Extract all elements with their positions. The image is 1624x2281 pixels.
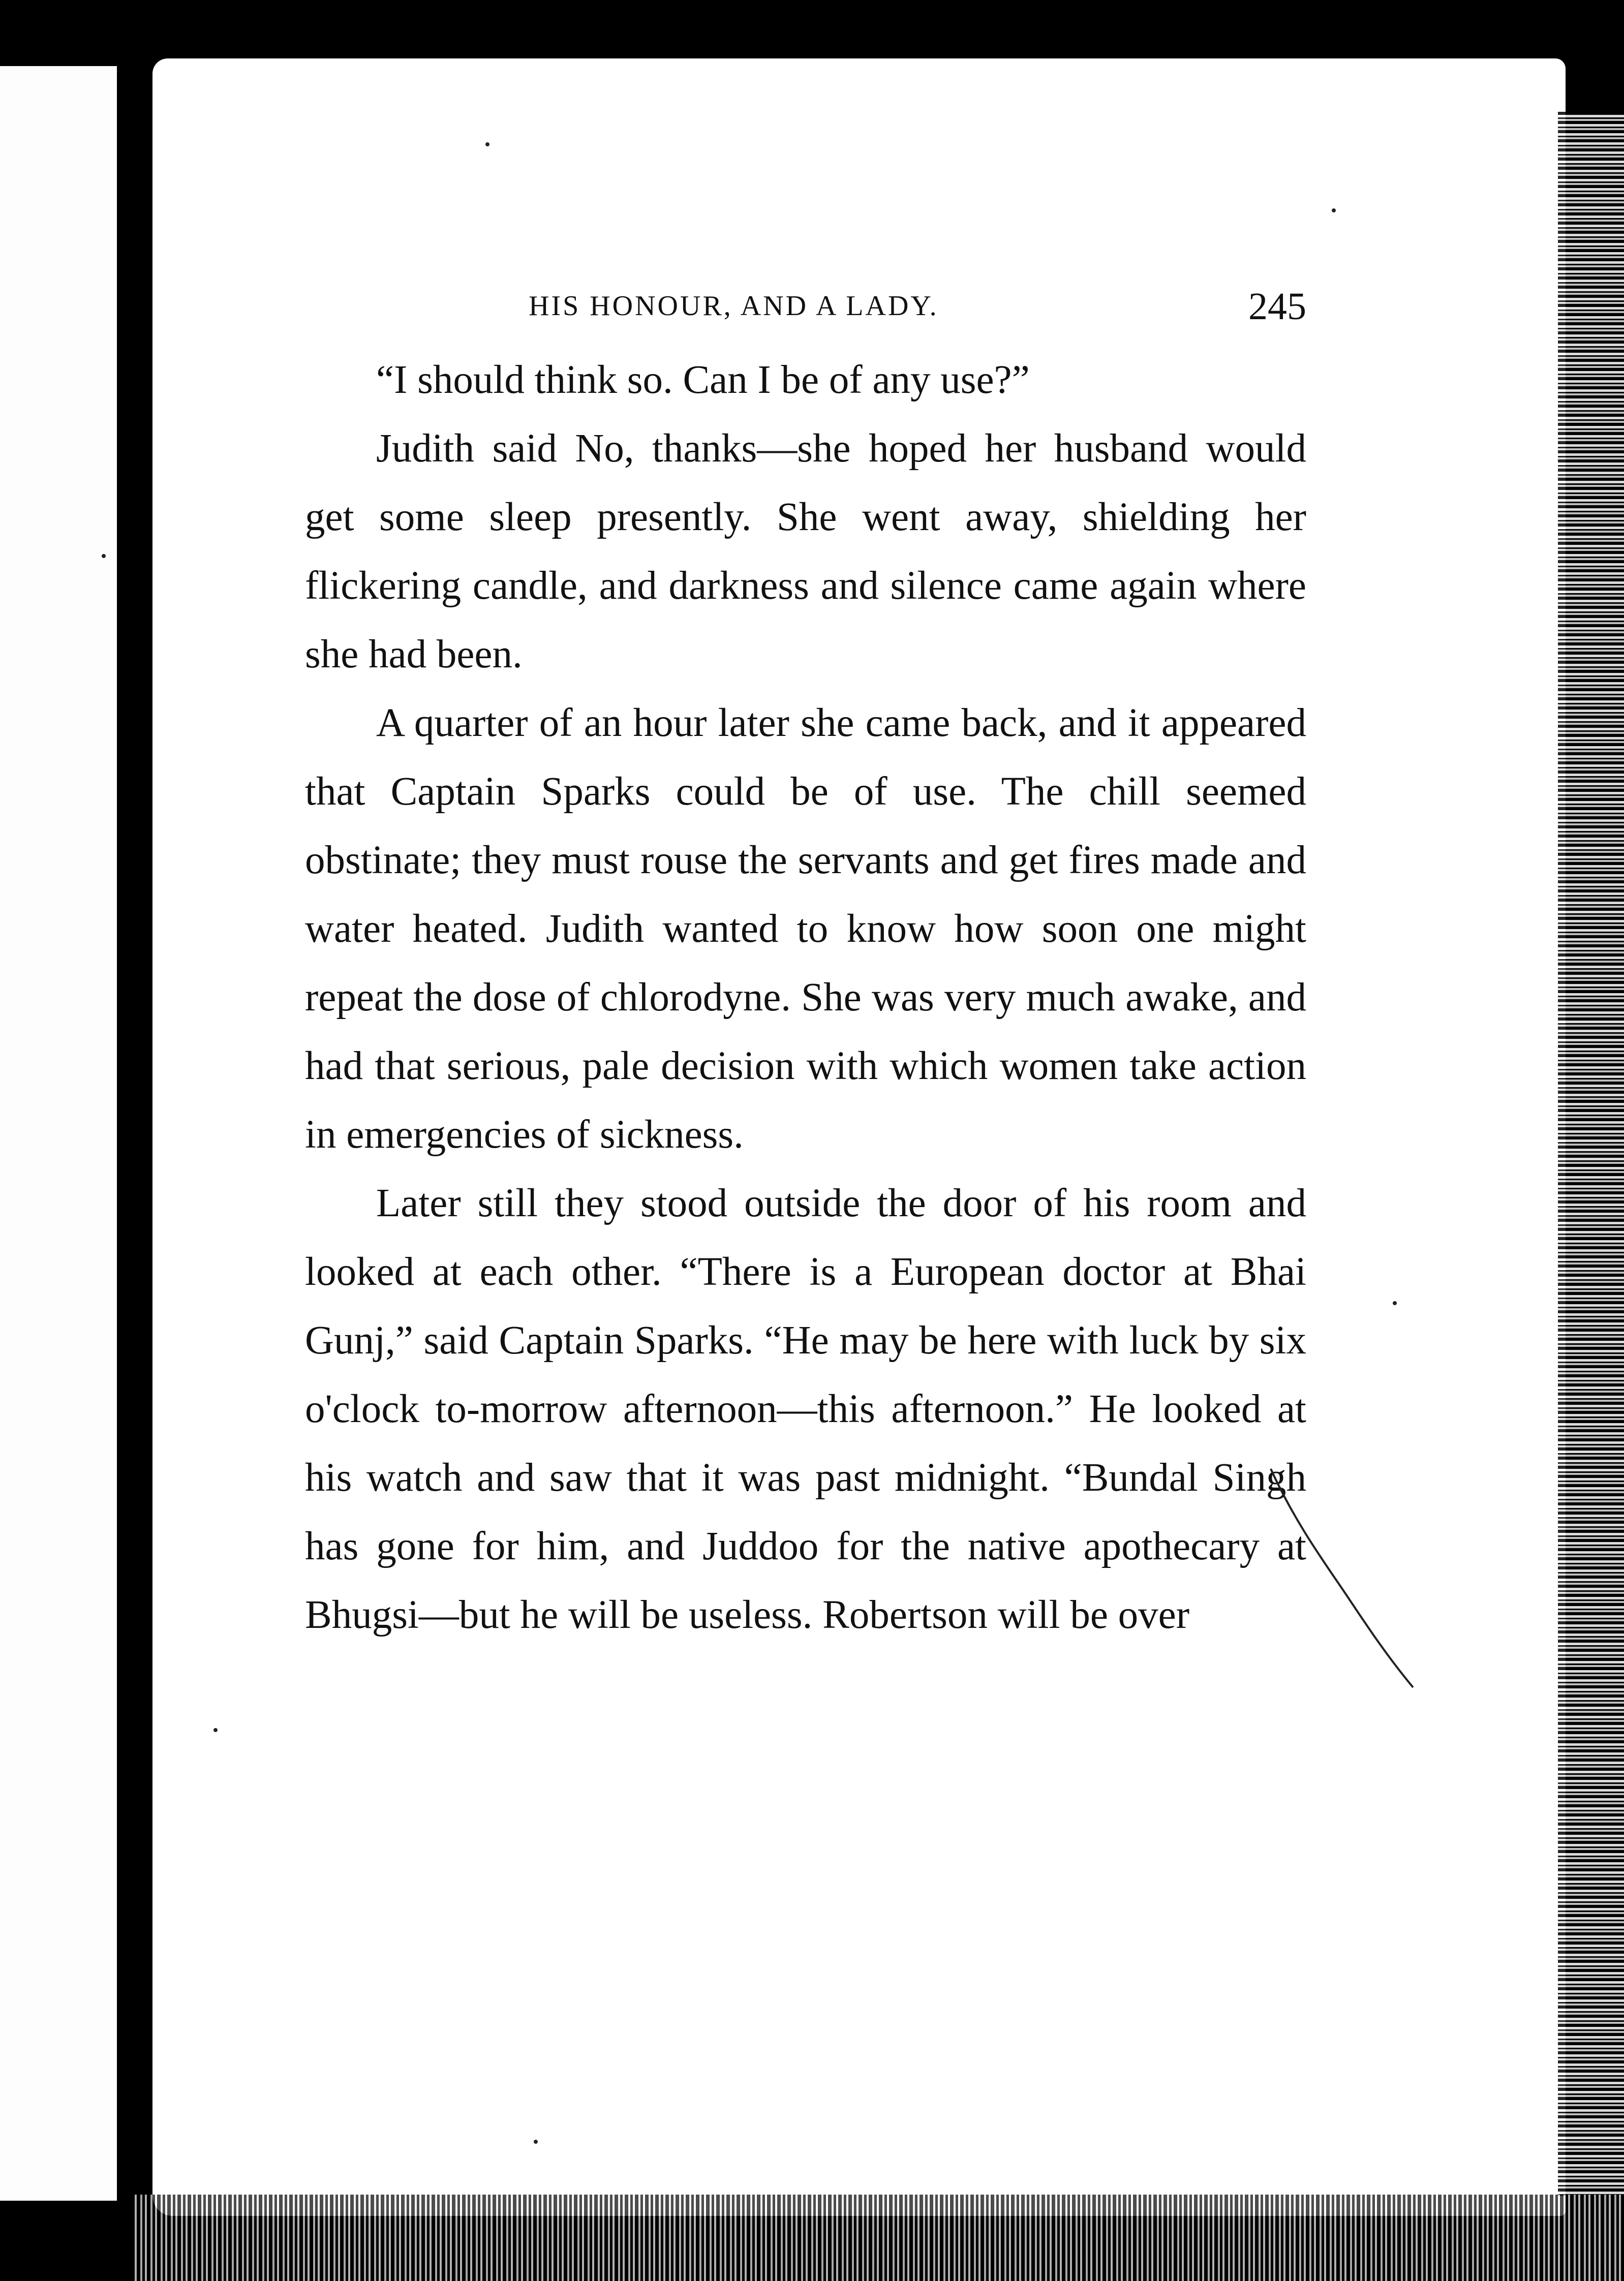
ink-speck (213, 1728, 218, 1732)
ink-speck (1393, 1301, 1397, 1305)
ink-speck (534, 2140, 538, 2144)
paragraph: “I should think so. Can I be of any use?” (376, 358, 1030, 402)
ink-speck (485, 142, 489, 146)
paragraph: Later still they stood outside the door of his room and looked at each other. “There is a European doctor at Bhai Gunj,” said Captain Sparks. “He may be here with luck by six o'clock to-morrow afternoon—this afternoon.” He looked at his watch and saw that it was past midnight. “Bundal Singh has gone for him, and Juddoo for the native apothecary at Bhugsi—but he will be useless. Robertson will be over (305, 1181, 1306, 1637)
paragraph: A quarter of an hour later she came back, and it appeared that Captain Sparks could be of use. The chill seemed obstinate; they must rouse the servants and get fires made and water heated. Judith wanted to know how soon one might repeat the dose of chlorodyne. She was very much awake, and had that serious, pale decision with which women take action in emergencies of sickness. (305, 701, 1306, 1157)
ink-speck (102, 554, 106, 558)
page-number: 245 (1248, 285, 1306, 328)
ink-speck (1332, 208, 1336, 212)
pencil-margin-mark (1266, 1464, 1418, 1703)
running-head (305, 269, 1306, 346)
paragraph: Judith said No, thanks—she hoped her husband would get some sleep presently. She went away, shielding her flickering candle, and darkness and silence came again where she had been. (305, 426, 1306, 676)
page-text-block (305, 269, 1306, 1649)
running-title: HIS HONOUR, AND A LADY. (529, 290, 939, 322)
page-stack-edge-bottom (132, 2195, 1624, 2281)
facing-page-edge (0, 66, 117, 2201)
page-stack-edge-right (1558, 112, 1624, 2196)
